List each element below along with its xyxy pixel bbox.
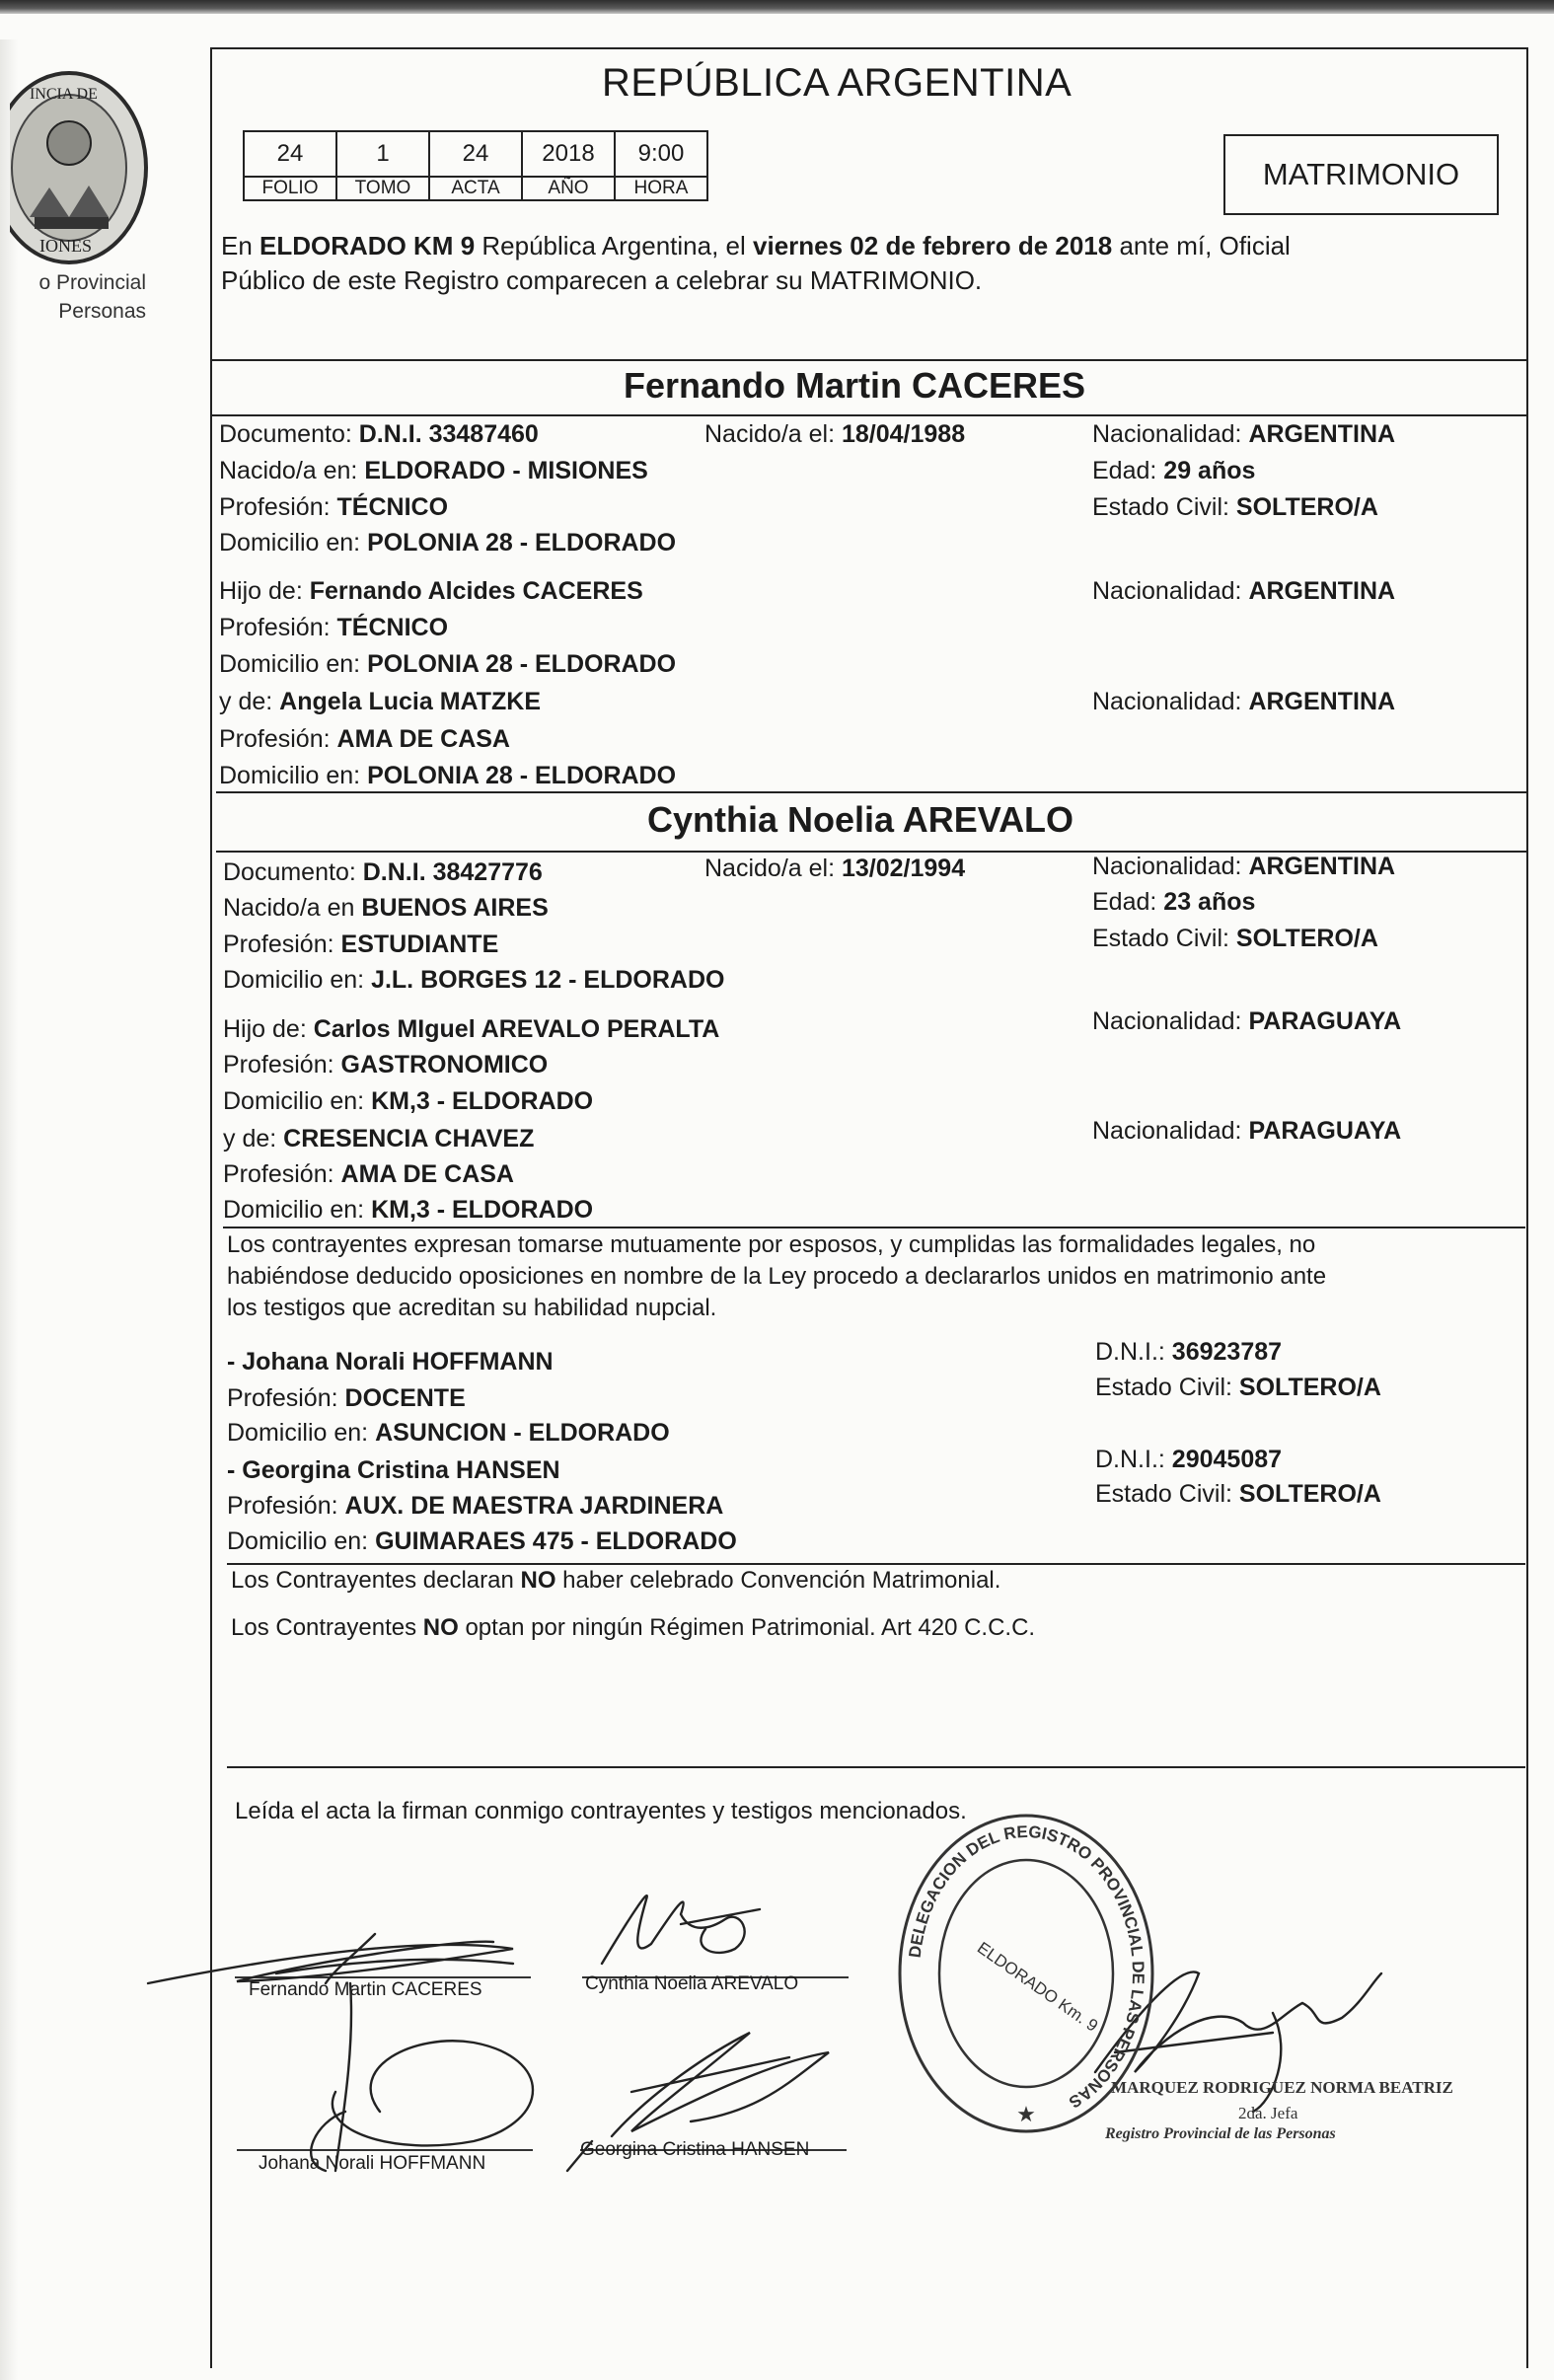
- witness-1-dni: D.N.I.: 36923787: [1095, 1338, 1283, 1366]
- record-type-box: MATRIMONIO: [1223, 134, 1499, 215]
- bride-father-domicile: Domicilio en: KM,3 - ELDORADO: [223, 1087, 594, 1115]
- groom-mother-nationality: Nacionalidad: ARGENTINA: [1092, 688, 1396, 715]
- acta-value: 24: [429, 131, 522, 177]
- bride-father-nationality: Nacionalidad: PARAGUAYA: [1092, 1007, 1402, 1035]
- bride-mother-profession: Profesión: AMA DE CASA: [223, 1160, 514, 1188]
- groom-nationality: Nacionalidad: ARGENTINA: [1092, 420, 1396, 448]
- bride-signature-label: Cynthia Noelia AREVALO: [585, 1973, 799, 1994]
- folio-value: 24: [244, 131, 336, 177]
- witness-2-domicile: Domicilio en: GUIMARAES 475 - ELDORADO: [227, 1527, 737, 1555]
- groom-age: Edad: 29 años: [1092, 457, 1256, 484]
- closing-text: Leída el acta la firman conmigo contrayentes y testigos mencionados.: [235, 1798, 967, 1824]
- bride-doc: Documento: D.N.I. 38427776: [223, 858, 543, 886]
- page-title: REPÚBLICA ARGENTINA: [602, 61, 1073, 105]
- witness-1-signature-label: Johana Norali HOFFMANN: [259, 2153, 486, 2174]
- bride-age: Edad: 23 años: [1092, 888, 1256, 916]
- groom-birthplace: Nacido/a en: ELDORADO - MISIONES: [219, 457, 648, 484]
- svg-text:INCIA DE: INCIA DE: [30, 86, 98, 103]
- witness-2-profession: Profesión: AUX. DE MAESTRA JARDINERA: [227, 1492, 724, 1520]
- year-label: AÑO: [522, 177, 615, 200]
- year-value: 2018: [522, 131, 615, 177]
- office-partial-label: o Provincial Personas: [38, 271, 146, 323]
- groom-profession: Profesión: TÉCNICO: [219, 493, 449, 521]
- witness-1-civil-status: Estado Civil: SOLTERO/A: [1095, 1374, 1381, 1401]
- bride-nationality: Nacionalidad: ARGENTINA: [1092, 853, 1396, 880]
- regime-patrimonial: Los Contrayentes NO optan por ningún Régimen Patrimonial. Art 420 C.C.C.: [231, 1614, 1036, 1641]
- bride-mother: y de: CRESENCIA CHAVEZ: [223, 1125, 535, 1153]
- groom-civil-status: Estado Civil: SOLTERO/A: [1092, 493, 1378, 521]
- bride-mother-nationality: Nacionalidad: PARAGUAYA: [1092, 1117, 1402, 1145]
- witness-2-civil-status: Estado Civil: SOLTERO/A: [1095, 1480, 1381, 1508]
- witness-2-signature-label: Georgina Cristina HANSEN: [580, 2139, 810, 2160]
- acta-label: ACTA: [429, 177, 522, 200]
- groom-father-nationality: Nacionalidad: ARGENTINA: [1092, 577, 1396, 605]
- hour-label: HORA: [615, 177, 707, 200]
- groom-father-domicile: Domicilio en: POLONIA 28 - ELDORADO: [219, 650, 677, 678]
- bride-father: Hijo de: Carlos MIguel AREVALO PERALTA: [223, 1015, 720, 1043]
- svg-text:★: ★: [1016, 2102, 1036, 2126]
- groom-mother: y de: Angela Lucia MATZKE: [219, 688, 541, 715]
- witness-1-profession: Profesión: DOCENTE: [227, 1384, 466, 1412]
- groom-domicile: Domicilio en: POLONIA 28 - ELDORADO: [219, 529, 677, 557]
- groom-mother-domicile: Domicilio en: POLONIA 28 - ELDORADO: [219, 762, 677, 789]
- groom-father-profession: Profesión: TÉCNICO: [219, 614, 449, 641]
- witness-1-name: - Johana Norali HOFFMANN: [227, 1348, 554, 1376]
- groom-doc: Documento: D.N.I. 33487460: [219, 420, 539, 448]
- folio-label: FOLIO: [244, 177, 336, 200]
- groom-signature-label: Fernando Martin CACERES: [249, 1979, 482, 2000]
- official-office: Registro Provincial de las Personas: [1105, 2125, 1336, 2142]
- groom-mother-profession: Profesión: AMA DE CASA: [219, 725, 510, 753]
- witness-1-domicile: Domicilio en: ASUNCION - ELDORADO: [227, 1419, 670, 1447]
- bride-profession: Profesión: ESTUDIANTE: [223, 930, 499, 958]
- bride-domicile: Domicilio en: J.L. BORGES 12 - ELDORADO: [223, 966, 725, 994]
- groom-birth-date: Nacido/a el: 18/04/1988: [704, 420, 966, 448]
- bride-mother-domicile: Domicilio en: KM,3 - ELDORADO: [223, 1196, 594, 1224]
- svg-text:IONES: IONES: [39, 236, 92, 256]
- intro-paragraph: En ELDORADO KM 9 República Argentina, el viernes 02 de febrero de 2018 ante mí, Oficial Público de este Registro comparecen a celebrar su MATRIMONIO.: [221, 231, 1291, 295]
- tomo-value: 1: [336, 131, 429, 177]
- hour-value: 9:00: [615, 131, 707, 177]
- declaration-text: Los contrayentes expresan tomarse mutuamente por esposos, y cumplidas las formalidades legales, no habiéndose deducido oposiciones en nombre de la Ley procedo a declararlos unidos en matrimonio ante los testigos que acreditan su habilidad nupcial.: [227, 1231, 1327, 1321]
- bride-name: Cynthia Noelia AREVALO: [647, 799, 1074, 840]
- bride-birth-date: Nacido/a el: 13/02/1994: [704, 855, 966, 882]
- tomo-label: TOMO: [336, 177, 429, 200]
- svg-text:DELEGACION DEL REGISTRO PROVIN: DELEGACION DEL REGISTRO PROVINCIAL DE LAS PERSONAS: [905, 1822, 1148, 2113]
- groom-father: Hijo de: Fernando Alcides CACERES: [219, 577, 643, 605]
- regime-convention: Los Contrayentes declaran NO haber celebrado Convención Matrimonial.: [231, 1567, 1001, 1594]
- official-title: 2da. Jefa: [1238, 2104, 1298, 2122]
- witness-2-name: - Georgina Cristina HANSEN: [227, 1456, 560, 1484]
- official-name: MARQUEZ RODRIGUEZ NORMA BEATRIZ: [1111, 2078, 1453, 2097]
- groom-name: Fernando Martin CACERES: [624, 365, 1086, 406]
- bride-father-profession: Profesión: GASTRONOMICO: [223, 1051, 549, 1078]
- bride-civil-status: Estado Civil: SOLTERO/A: [1092, 925, 1378, 952]
- witness-2-dni: D.N.I.: 29045087: [1095, 1446, 1283, 1473]
- bride-birthplace: Nacido/a en BUENOS AIRES: [223, 894, 549, 922]
- svg-text:ELDORADO Km. 9: ELDORADO Km. 9: [973, 1938, 1102, 2036]
